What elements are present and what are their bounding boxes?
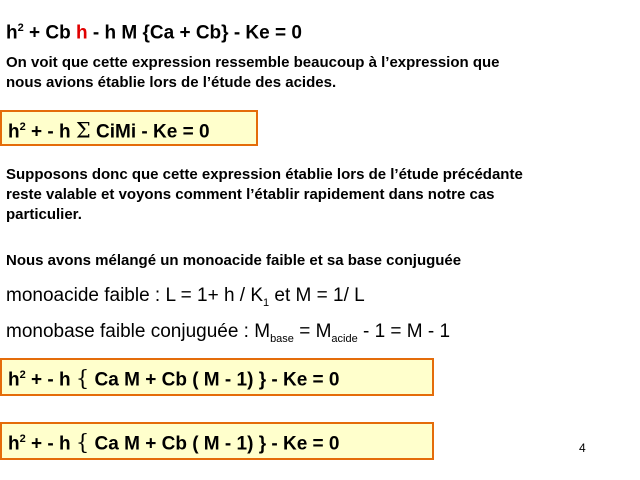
equation-text: + - h — [25, 369, 76, 391]
equation-text: monoacide faible : L = 1+ h / K — [6, 285, 264, 306]
monobase-line — [6, 321, 450, 345]
paragraph-3 — [6, 251, 461, 271]
h-variable: h — [8, 433, 20, 455]
paragraph-1 — [6, 53, 500, 93]
exponent: 2 — [19, 369, 26, 381]
exponent: 2 — [17, 22, 24, 34]
equation-text: + Cb — [23, 22, 76, 44]
equation-box-2 — [0, 422, 434, 460]
subscript: base — [270, 332, 294, 345]
equation-text: - h M {Ca + Cb} - Ke = 0 — [87, 22, 302, 44]
h-variable: h — [8, 121, 20, 143]
equation-box-1 — [0, 358, 434, 396]
exponent: 2 — [19, 433, 26, 445]
page-number: 4 — [579, 441, 586, 455]
h-variable: h — [6, 22, 18, 44]
equation-text: Ca M + Cb ( M - 1) } - Ke = 0 — [89, 369, 340, 391]
subscript: acide — [331, 332, 358, 345]
equation-text: - 1 = M - 1 — [357, 321, 451, 342]
paragraph-line: particulier. — [6, 206, 82, 223]
equation-text: et M = 1/ L — [269, 285, 365, 306]
equation-1 — [6, 22, 302, 44]
equation-text: + - h — [25, 433, 76, 455]
brace-symbol: { — [75, 366, 90, 391]
paragraph-line: reste valable et voyons comment l’établir rapidement dans notre cas — [6, 186, 495, 203]
equation-text: CiMi - Ke = 0 — [90, 121, 210, 143]
highlighted-h: h — [76, 22, 88, 44]
equation-text: monobase faible conjuguée : M — [6, 321, 271, 342]
exponent: 2 — [19, 121, 26, 133]
paragraph-line: nous avions établie lors de l’étude des acides. — [6, 74, 337, 91]
equation-box-sum — [0, 110, 258, 146]
h-variable: h — [8, 369, 20, 391]
equation-text: + - h — [25, 121, 76, 143]
equation-text: Ca M + Cb ( M - 1) } - Ke = 0 — [89, 433, 340, 455]
brace-symbol: { — [75, 430, 90, 455]
paragraph-2 — [6, 165, 523, 225]
paragraph-line: Nous avons mélangé un monoacide faible et sa base conjuguée — [6, 252, 462, 269]
monoacid-line — [6, 285, 365, 309]
equation-text: = M — [293, 321, 332, 342]
paragraph-line: On voit que cette expression ressemble beaucoup à l’expression que — [6, 54, 500, 71]
paragraph-line: Supposons donc que cette expression établie lors de l’étude précédante — [6, 166, 523, 183]
sigma-symbol: Σ — [75, 118, 91, 143]
subscript: 1 — [263, 296, 270, 309]
